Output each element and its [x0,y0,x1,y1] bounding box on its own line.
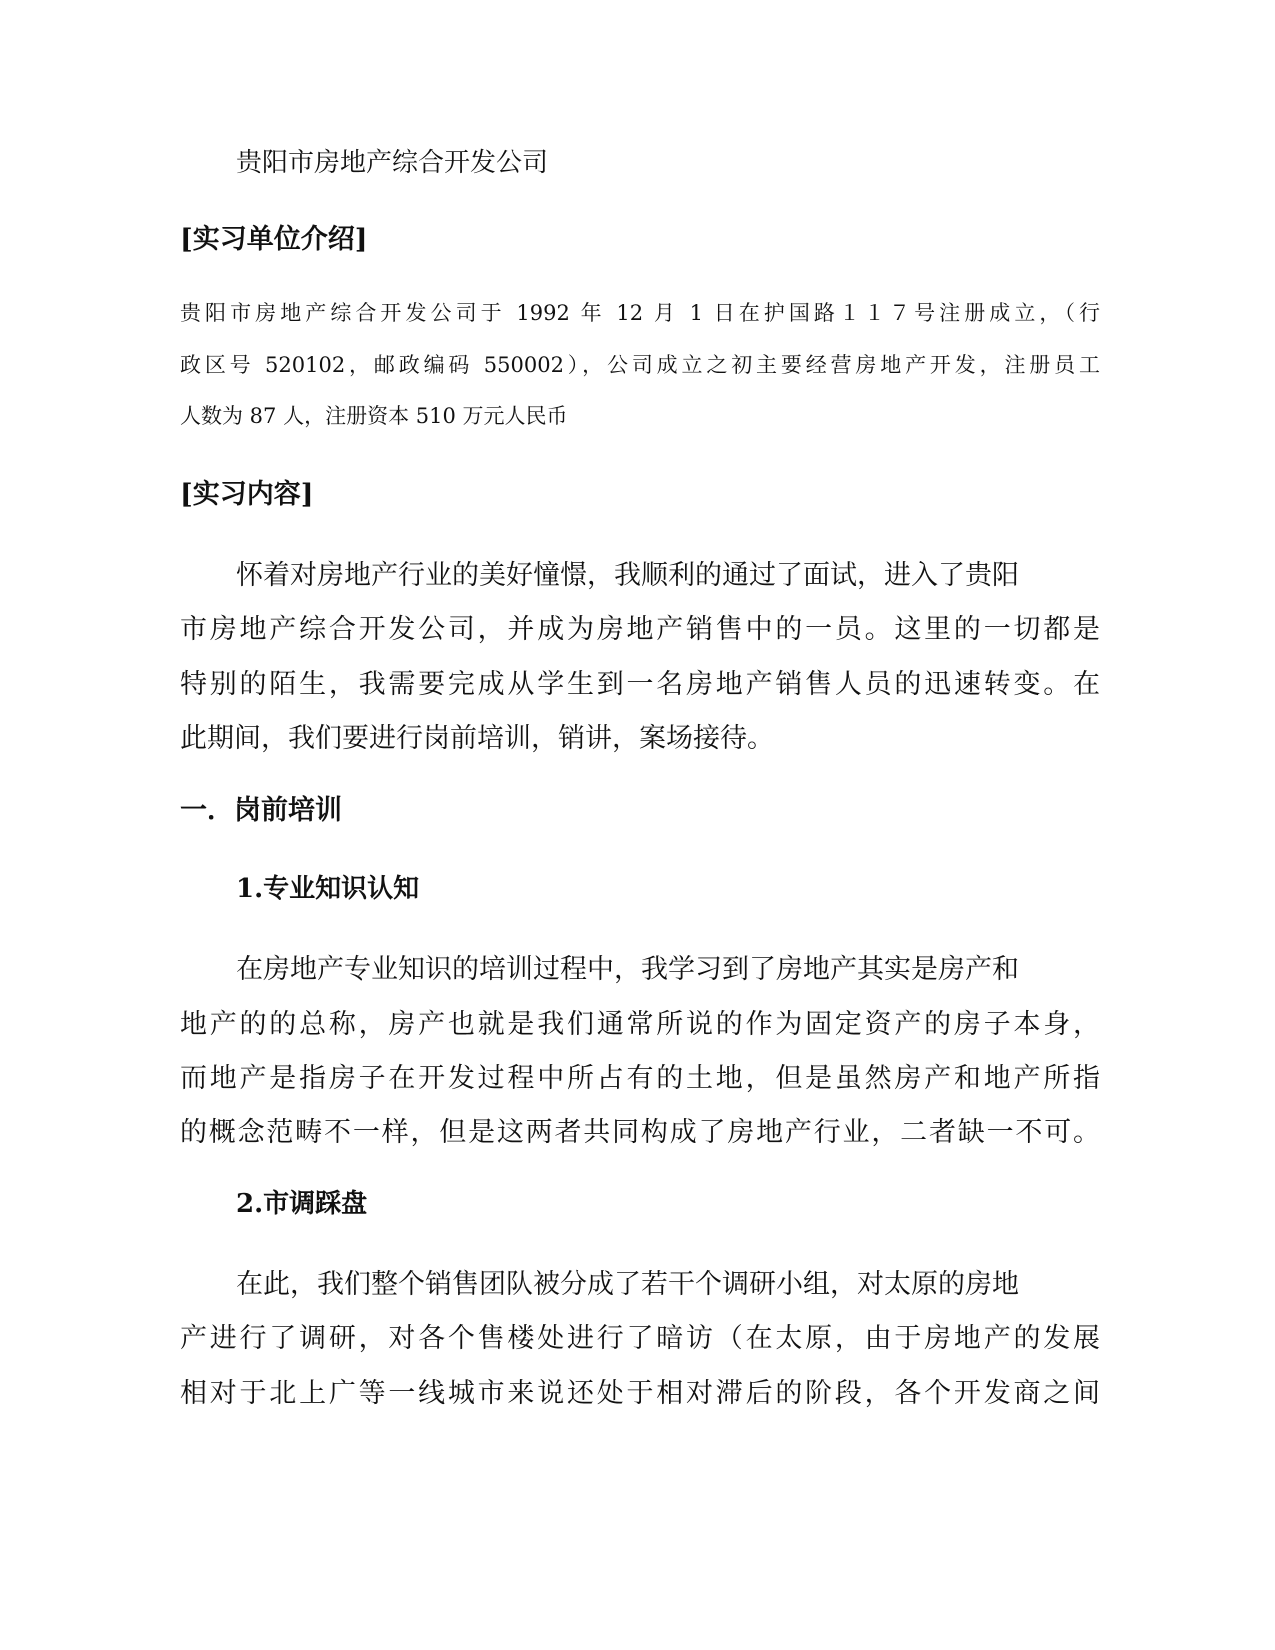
survey-paragraph-line: 产进行了调研，对各个售楼处进行了暗访（在太原，由于房地产的发展 [180,1323,1100,1354]
content-paragraph-line: 此期间，我们要进行岗前培训，销讲，案场接待。 [180,723,774,754]
intro-paragraph-line: 贵阳市房地产综合开发公司于 1992 年 12 月 1 日在护国路１１７号注册成立，（行 [180,301,1100,325]
knowledge-paragraph-line: 地产的的总称，房产也就是我们通常所说的作为固定资产的房子本身， [180,1009,1100,1040]
section-heading-content: [实习内容] [180,479,314,510]
intro-paragraph-line: 人数为 87 人，注册资本 510 万元人民币 [180,404,568,428]
sub-heading-market-survey: 2.市调踩盘 [236,1189,368,1219]
section-heading-intro: [实习单位介绍] [180,224,368,255]
intro-paragraph-line: 政区号 520102，邮政编码 550002），公司成立之初主要经营房地产开发，注册员工 [180,353,1100,377]
knowledge-paragraph-line: 的概念范畴不一样，但是这两者共同构成了房地产行业，二者缺一不可。 [180,1117,1100,1148]
company-title: 贵阳市房地产综合开发公司 [236,148,549,178]
knowledge-paragraph-line: 而地产是指房子在开发过程中所占有的土地，但是虽然房产和地产所指 [180,1063,1100,1094]
content-paragraph-line: 特别的陌生，我需要完成从学生到一名房地产销售人员的迅速转变。在 [180,669,1100,700]
knowledge-paragraph-line: 在房地产专业知识的培训过程中，我学习到了房地产其实是房产和 [236,954,1019,985]
survey-paragraph-line: 在此，我们整个销售团队被分成了若干个调研小组，对太原的房地 [236,1269,1019,1300]
sub-heading-knowledge: 1.专业知识认知 [236,874,420,904]
part-heading-training: 一．岗前培训 [180,795,342,826]
survey-paragraph-line: 相对于北上广等一线城市来说还处于相对滞后的阶段，各个开发商之间 [180,1378,1100,1409]
content-paragraph-line: 怀着对房地产行业的美好憧憬，我顺利的通过了面试，进入了贵阳 [236,560,1019,591]
content-paragraph-line: 市房地产综合开发公司，并成为房地产销售中的一员。这里的一切都是 [180,614,1100,645]
